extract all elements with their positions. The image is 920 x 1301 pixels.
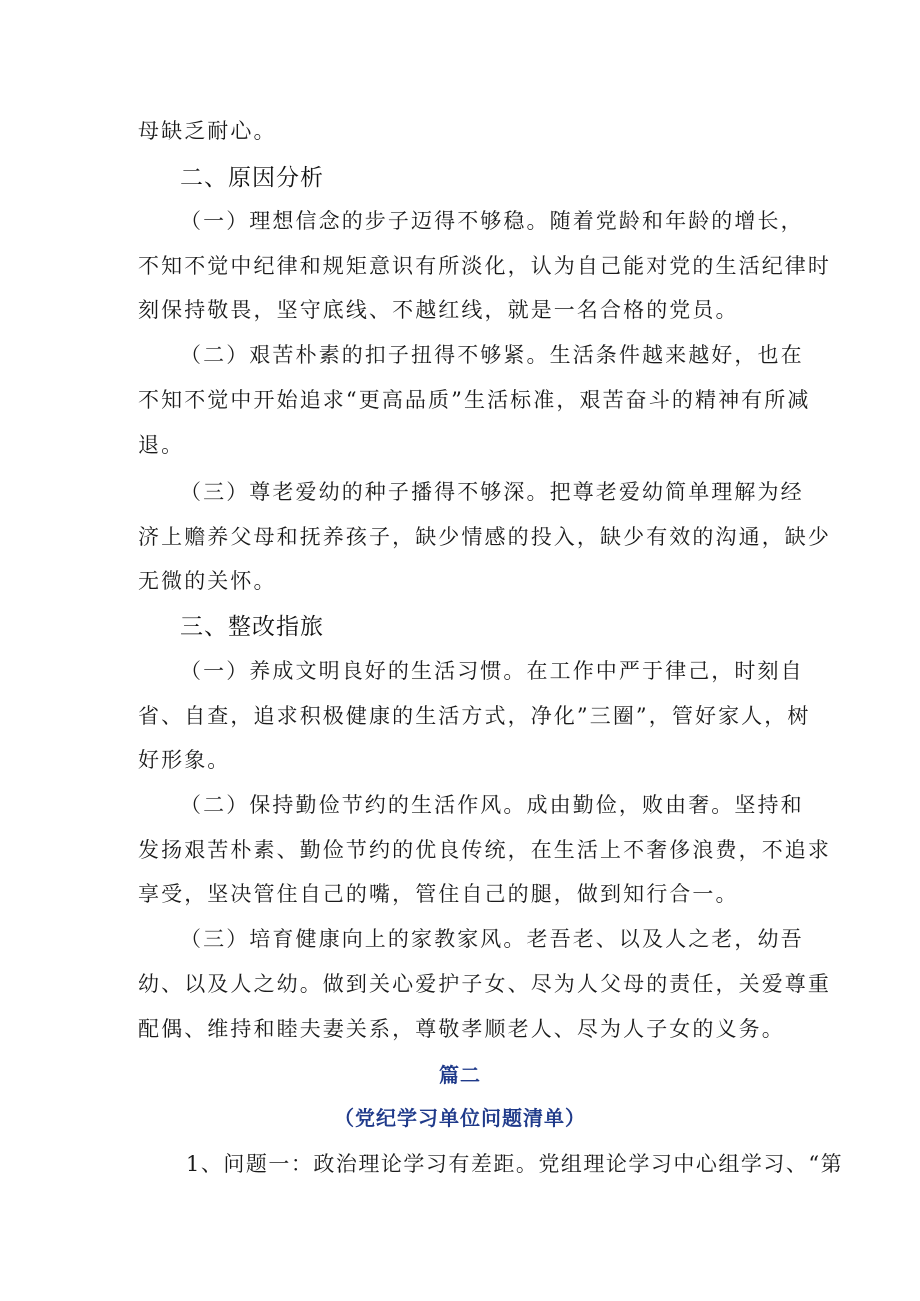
paragraph-line: 1、问题一：政治理论学习有差距。党组理论学习中心组学习、“第 (186, 1152, 844, 1176)
heading-rectification: 三、整改指旅 (180, 614, 324, 640)
paragraph-line: （三）尊老爱幼的种子播得不够深。把尊老爱幼简单理解为经 (180, 480, 804, 504)
paragraph-line: 济上赡养父母和抚养孩子，缺少情感的投入，缺少有效的沟通，缺少 (138, 525, 831, 549)
paragraph-line: （一）理想信念的步子迈得不够稳。随着党龄和年龄的增长， (180, 209, 804, 233)
paragraph-line: 幼、以及人之幼。做到关心爱护子女、尽为人父母的责任，关爱尊重 (138, 972, 831, 996)
paragraph-line: 刻保持敬畏，坚守底线、不越红线，就是一名合格的党员。 (138, 298, 739, 322)
paragraph-line: 享受，坚决管住自己的嘴，管住自己的腿，做到知行合一。 (138, 882, 739, 906)
paragraph-line: 母缺乏耐心。 (138, 119, 277, 143)
paragraph-line: 发扬艰苦朴素、勤俭节约的优良传统，在生活上不奢侈浪费，不追求 (138, 838, 831, 862)
paragraph-line: 无微的关怀。 (138, 569, 277, 593)
paragraph-line: （三）培育健康向上的家教家风。老吾老、以及人之老，幼吾 (180, 927, 804, 951)
part-two-subtitle: （党纪学习单位问题清单） (334, 1106, 586, 1130)
heading-cause-analysis: 二、原因分析 (180, 165, 324, 191)
paragraph-line: 省、自查，追求积极健康的生活方式，净化”三圈”，管好家人，树 (138, 704, 811, 728)
paragraph-line: 不知不觉中开始追求“更高品质”生活标准，艰苦奋斗的精神有所减 (138, 388, 811, 412)
paragraph-line: 退。 (138, 433, 185, 457)
part-two-label: 篇二 (439, 1063, 481, 1087)
paragraph-line: （二）艰苦朴素的扣子扭得不够紧。生活条件越来越好，也在 (180, 343, 804, 367)
paragraph-line: 配偶、维持和睦夫妻关系，尊敬孝顺老人、尽为人子女的义务。 (138, 1017, 785, 1041)
paragraph-line: （二）保持勤俭节约的生活作风。成由勤俭，败由奢。坚持和 (180, 793, 804, 817)
paragraph-line: 不知不觉中纪律和规矩意识有所淡化，认为自己能对党的生活纪律时 (138, 254, 831, 278)
paragraph-line: 好形象。 (138, 748, 231, 772)
paragraph-line: （一）养成文明良好的生活习惯。在工作中严于律己，时刻自 (180, 659, 804, 683)
